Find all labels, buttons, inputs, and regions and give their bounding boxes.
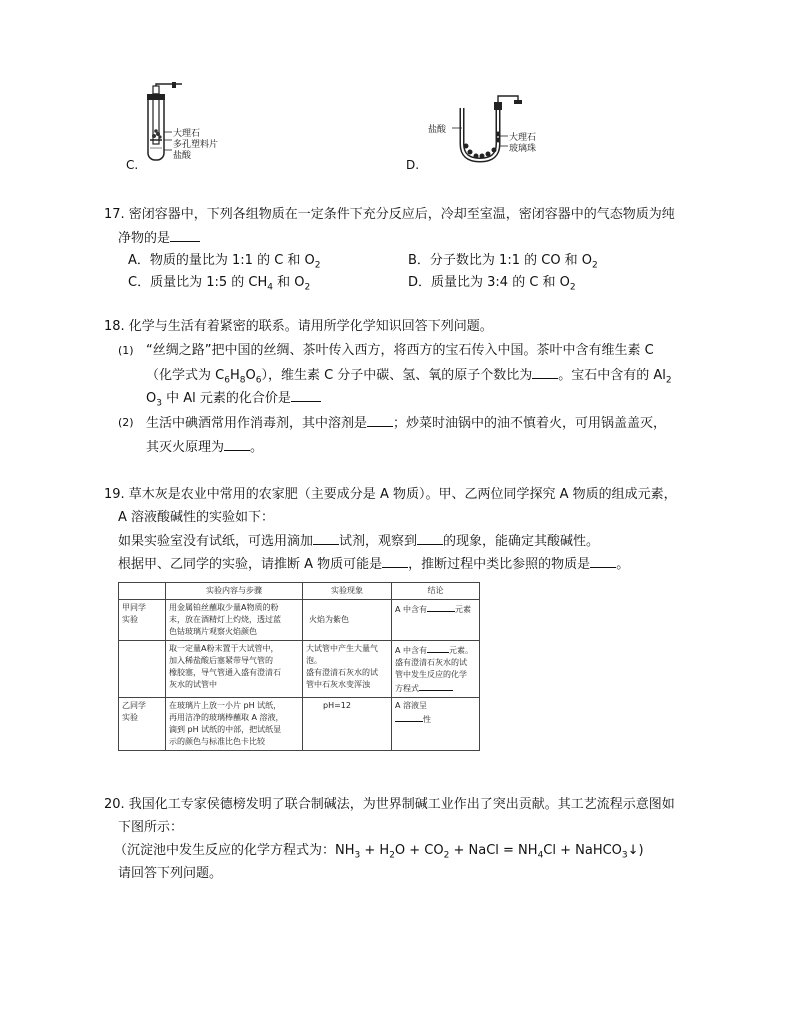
figure-c xyxy=(120,82,250,172)
table-cell-step: 取一定量A粉末置于大试管中， 加入稀盐酸后塞紧带导气管的 橡胶塞，导气管通入盛有澄清石 灰水的试管中 xyxy=(166,641,303,698)
label-glass-beads: 玻璃珠 xyxy=(509,144,537,154)
q19-line1: 19. 草木灰是农业中常用的农家肥（主要成分是 A 物质）。甲、乙两位同学探究 A 物质的组成元素， xyxy=(104,487,677,502)
table-blank xyxy=(427,643,449,653)
table-cell-conclusion: A 中含有 元素 xyxy=(392,600,480,641)
q18-part1-line3: $O_3$ 中 Al 元素的化合价是 xyxy=(146,387,321,415)
table-row xyxy=(119,600,480,641)
q19-line3: 如果实验室没有试纸，可选用滴加 试剂，观察到 的现象，能确定其酸碱性。 xyxy=(118,530,599,553)
q17-option-c: C．质量比为 1:5 的 $CH_4$ 和 $O_2$ xyxy=(128,275,311,293)
table-cell-observation: pH=12 xyxy=(303,698,392,751)
q17-line2: 净物的是 xyxy=(118,227,200,250)
q19-reagent-blank xyxy=(313,530,339,545)
q18-ratio-blank xyxy=(532,364,558,379)
option-c-letter: C. xyxy=(126,158,139,172)
table-cell-who: 甲同学 实验 xyxy=(119,600,166,641)
q18-part1-num: (1) xyxy=(118,344,134,357)
q19-line2: A 溶液酸碱性的实验如下： xyxy=(118,510,275,525)
label-marble-c: 大理石 xyxy=(173,129,201,139)
label-acid-d: 盐酸 xyxy=(428,125,447,135)
table-cell-step: 在玻璃片上放一小片 pH 试纸， 再用洁净的玻璃棒蘸取 A 溶液， 滴到 pH 试纸的中部，把试纸显 示的颜色与标准比色卡比较 xyxy=(166,698,303,751)
table-header: 实验现象 xyxy=(303,583,392,600)
option-d-letter: D. xyxy=(406,158,420,172)
label-perforated-plate: 多孔塑料片 xyxy=(173,140,219,150)
table-cell-observation: 大试管中产生大量气 泡。 盛有澄清石灰水的试 管中石灰水变浑浊 xyxy=(303,641,392,698)
q18-principle-blank xyxy=(224,436,250,451)
q20-line1: 20. 我国化工专家侯德榜发明了联合制碱法，为世界制碱工业作出了突出贡献。其工艺流程示意图如 xyxy=(104,797,675,812)
table-blank xyxy=(395,712,423,722)
q17-option-a: A．物质的量比为 1:1 的 C 和 $O_2$ xyxy=(128,253,321,271)
q18-part1-line2: （化学式为 $C_6H_8O_6$），维生素 C 分子中碳、氢、氧的原子个数比为 。宝石中含有的 $Al_2$ xyxy=(146,364,672,392)
table-cell-conclusion: A 中含有 元素。 盛有澄清石灰水的试 管中发生反应的化学 方程式 xyxy=(392,641,480,698)
q18-part2-line2: 其灭火原理为 。 xyxy=(146,436,263,459)
label-marble-d: 大理石 xyxy=(509,133,537,143)
table-header-row xyxy=(119,583,480,600)
table-header: 结论 xyxy=(392,583,480,600)
q17-answer-blank xyxy=(170,227,200,242)
q19-line4: 根据甲、乙同学的实验，请推断 A 物质可能是 ，推断过程中类比参照的物质是 。 xyxy=(118,553,629,576)
label-acid-c: 盐酸 xyxy=(173,151,192,161)
q19-reference-blank xyxy=(590,553,616,568)
q17-line1: 17. 密闭容器中，下列各组物质在一定条件下充分反应后，冷却至室温，密闭容器中的气态物质为纯 xyxy=(104,207,675,222)
q18-part2-num: (2) xyxy=(118,416,134,429)
q18-part2-line1: 生活中碘酒常用作消毒剂，其中溶剂是 ；炒菜时油锅中的油不慎着火，可用锅盖盖灭， xyxy=(146,412,666,435)
table-cell-who: 乙同学 实验 xyxy=(119,698,166,751)
table-header: 实验内容与步骤 xyxy=(166,583,303,600)
q18-valence-blank xyxy=(291,387,321,402)
q20-line2: 下图所示： xyxy=(118,820,184,835)
q17-option-b: B．分子数比为 1:1 的 CO 和 $O_2$ xyxy=(408,253,598,271)
table-row xyxy=(119,641,480,698)
figure-d xyxy=(420,88,560,168)
table-cell-observation: 火焰为紫色 xyxy=(303,600,392,641)
experiment-table xyxy=(118,582,480,751)
table-cell-conclusion: A 溶液呈 性 xyxy=(392,698,480,751)
q18-part1-line1: “丝绸之路”把中国的丝绸、茶叶传入西方，将西方的宝石传入中国。茶叶中含有维生素 C xyxy=(146,343,654,358)
table-cell-step: 用金属铂丝蘸取少量A物质的粉 末，放在酒精灯上灼烧，透过蓝 色钴玻璃片观察火焰颜色 xyxy=(166,600,303,641)
table-row xyxy=(119,698,480,751)
q18-title: 18. 化学与生活有着紧密的联系。请用所学化学知识回答下列问题。 xyxy=(104,319,493,334)
q18-solvent-blank xyxy=(367,412,393,427)
q20-equation: （沉淀池中发生反应的化学方程式为：$NH_3 + H_2O + CO_2$ + NaCl = $NH_4Cl$ + NaHCO$_3$↓) xyxy=(114,843,644,861)
table-blank xyxy=(419,681,453,691)
table-blank xyxy=(427,602,455,612)
q20-line4: 请回答下列问题。 xyxy=(118,866,223,881)
q19-phenomenon-blank xyxy=(417,530,443,545)
q19-substance-blank xyxy=(382,553,408,568)
q17-option-d: D．质量比为 3:4 的 C 和 $O_2$ xyxy=(408,275,576,293)
